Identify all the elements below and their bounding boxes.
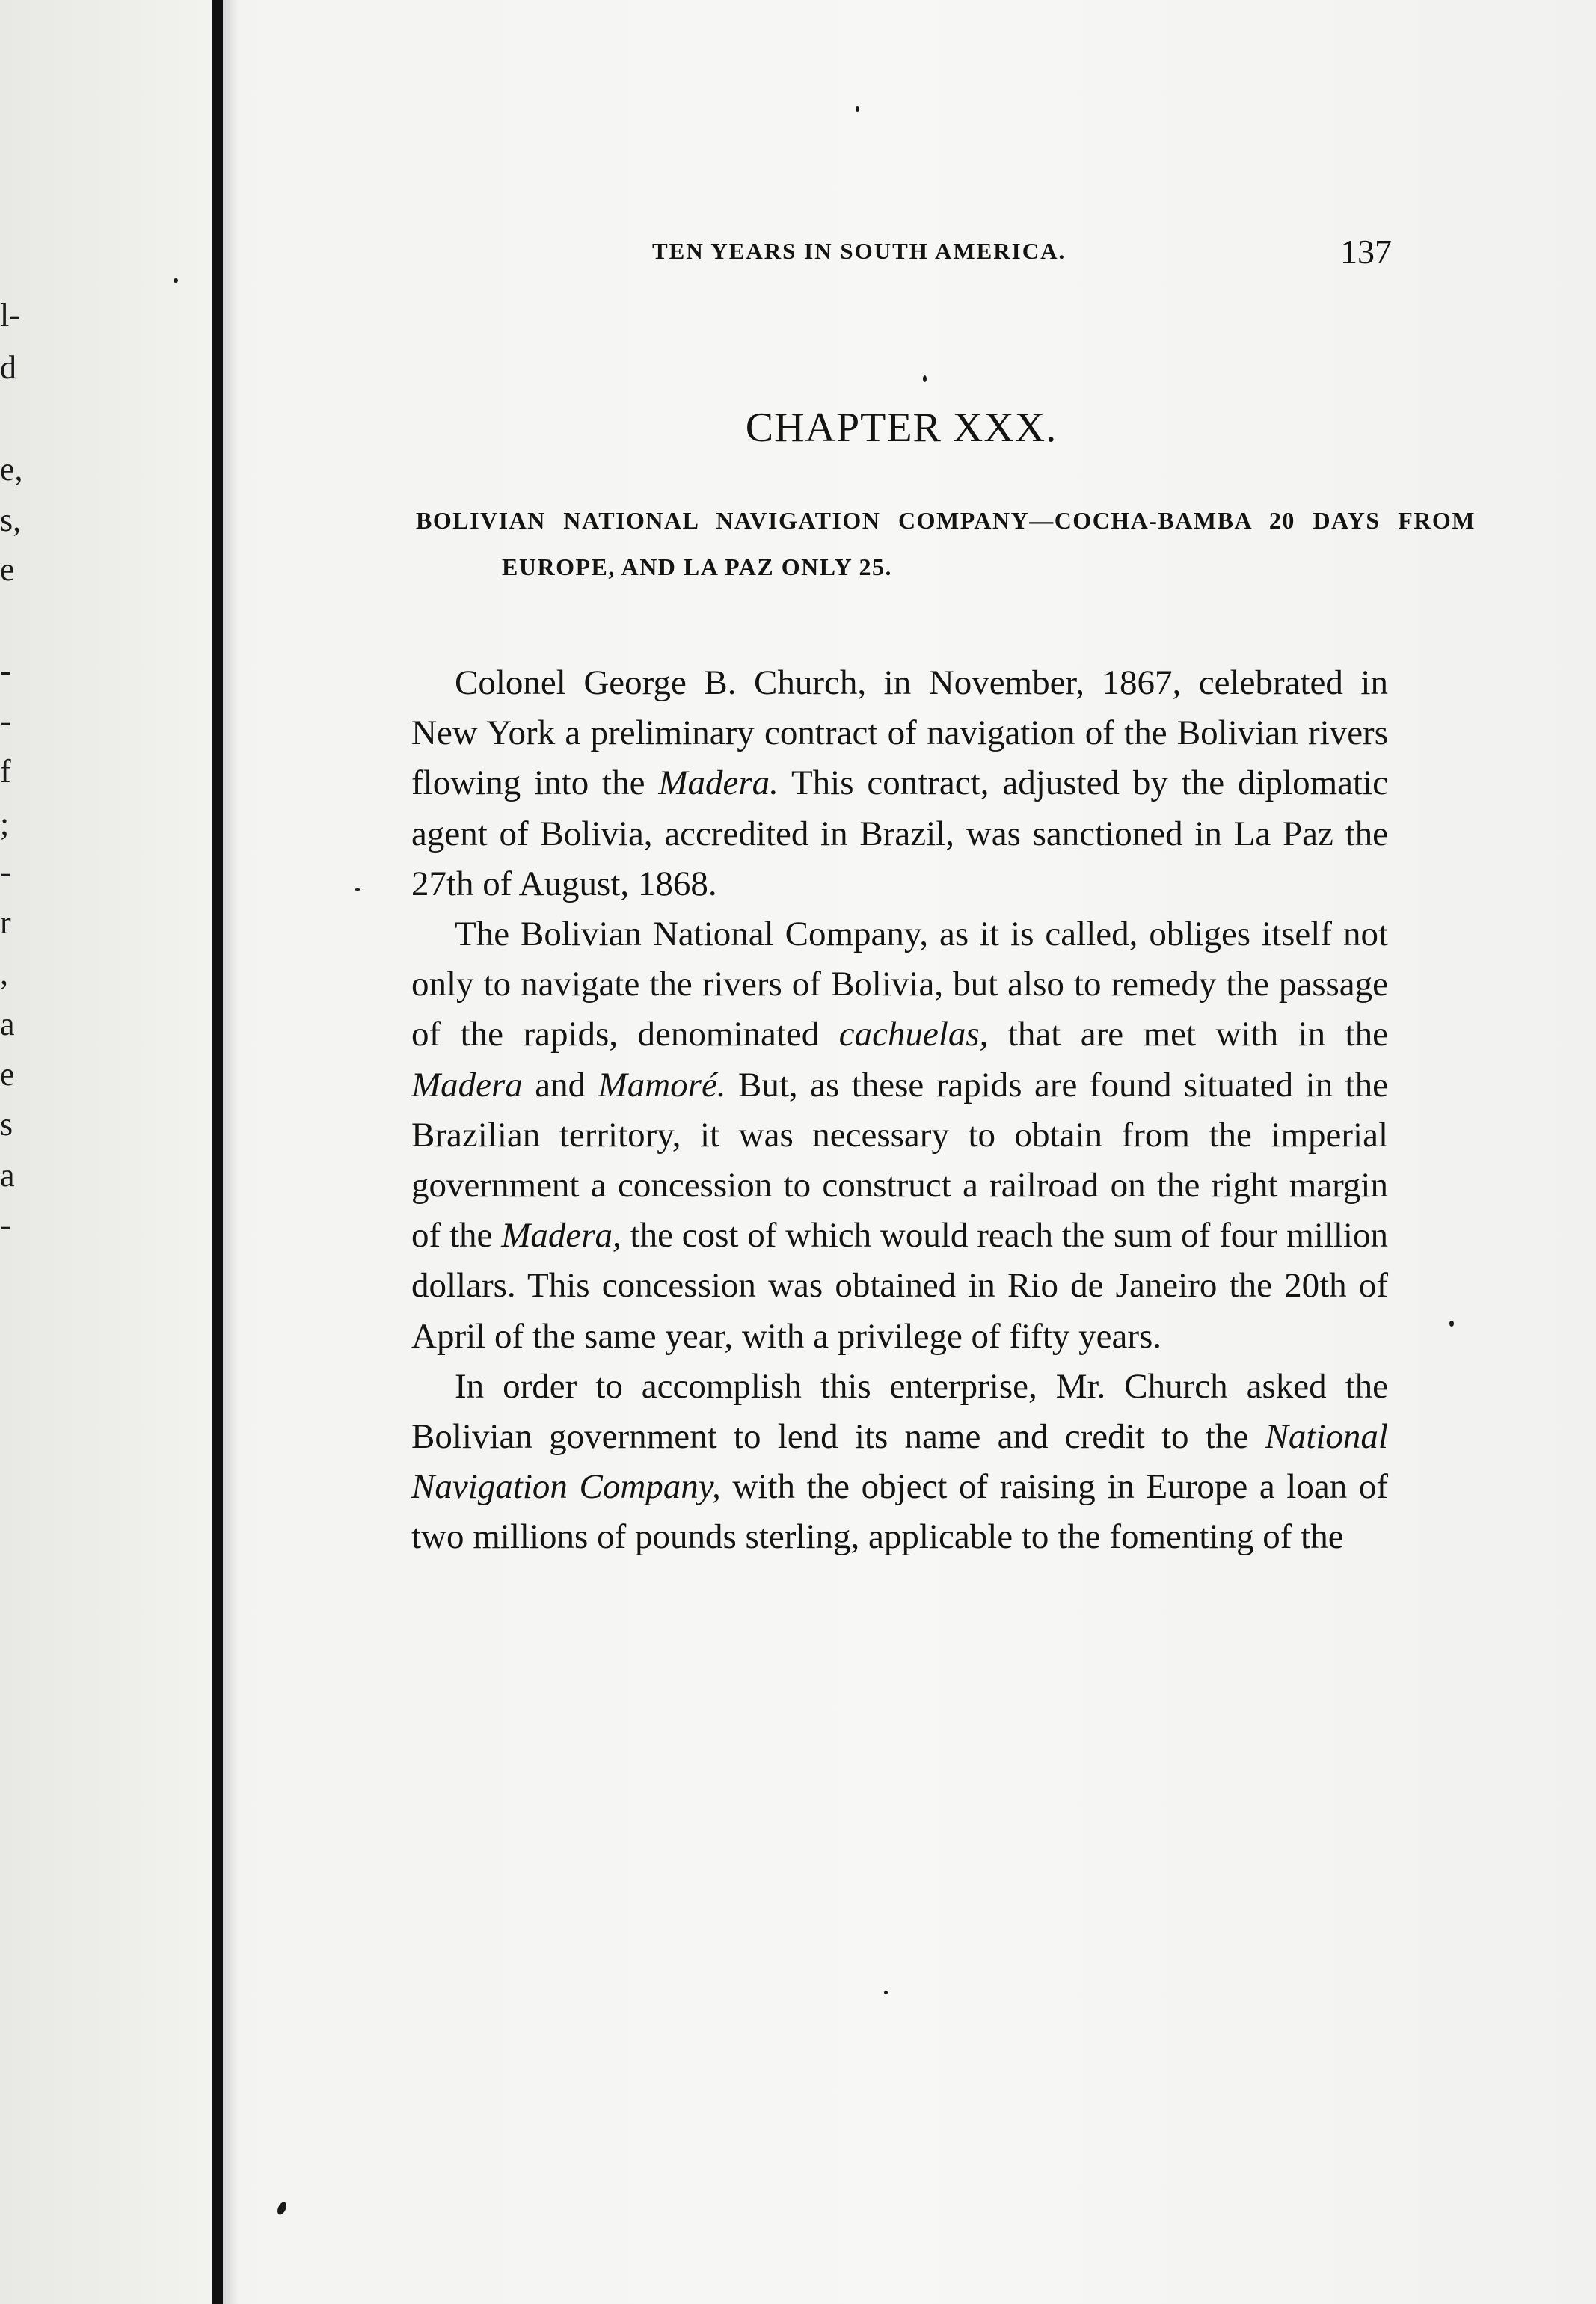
fragment: e, — [0, 451, 23, 488]
paragraph — [411, 909, 1388, 1362]
text-run: the cost of which would reach the sum of four million dollars. This concession was obtained in Rio de Janeiro the 20th of April of the same year, with a privilege of fifty years. — [411, 1216, 1388, 1356]
book-gutter — [212, 0, 223, 2304]
italic-term: Madera. — [658, 764, 779, 803]
fragment: - — [0, 703, 11, 740]
fragment: a — [0, 1006, 15, 1042]
fragment: f — [0, 753, 11, 790]
italic-term: Madera, — [501, 1216, 621, 1256]
fragment: s — [0, 1106, 13, 1143]
paragraph — [411, 658, 1388, 909]
text-run: that are met with in the — [988, 1015, 1388, 1054]
scan-speck — [884, 1991, 888, 1994]
scan-speck — [174, 278, 178, 283]
paragraph — [411, 1362, 1388, 1563]
fragment: , — [0, 955, 8, 992]
fragment: a — [0, 1157, 15, 1194]
scan-speck — [1449, 1321, 1454, 1327]
fragment: e — [0, 551, 15, 588]
previous-page-margin — [0, 0, 209, 2304]
italic-term: cachuelas, — [838, 1015, 989, 1054]
text-run: and — [522, 1065, 598, 1105]
fragment: ; — [0, 805, 10, 842]
fragment: - — [0, 652, 11, 689]
fragment: - — [0, 1207, 11, 1244]
running-head-title: TEN YEARS IN SOUTH AMERICA. — [652, 238, 1066, 264]
scan-speck — [923, 375, 927, 382]
fragment: d — [0, 349, 16, 386]
scan-speck — [355, 888, 360, 891]
gutter-shadow — [223, 0, 239, 2304]
chapter-summary: BOLIVIAN NATIONAL NAVIGATION COMPANY—COCHA-BAMBA 20 DAYS FROM EUROPE, AND LA PAZ ONLY 25. — [416, 507, 1476, 580]
fragment: - — [0, 854, 11, 891]
previous-page-text-fragments — [0, 0, 30, 2304]
italic-term: Mamoré. — [598, 1065, 726, 1105]
fragment: l- — [0, 297, 20, 334]
scan-speck — [856, 106, 859, 112]
text-run: The Bolivian National Company, as it is called, obliges itself not only to navigate the rivers of Bolivia, but also to remedy the passage of the rapids, denominated — [411, 915, 1388, 1054]
text-run: This contract, adjusted by the diplomatic agent of Bolivia, accredited in Brazil, was sanctioned in La Paz the 27th of August, 1868. — [411, 764, 1388, 903]
italic-term: National Navigation Company, — [411, 1417, 1388, 1507]
chapter-title: CHAPTER XXX. — [745, 405, 1058, 451]
text-run: with the object of raising in Europe a loan of two millions of pounds sterling, applicable to the fomenting of the — [411, 1467, 1388, 1557]
fragment: r — [0, 904, 11, 941]
running-head — [652, 233, 1400, 275]
italic-term: Madera — [411, 1065, 523, 1105]
page-number: 137 — [1340, 233, 1392, 271]
fragment: e — [0, 1056, 15, 1093]
text-run: But, as these rapids are found situated in the Brazilian territory, it was necessary to obtain from the imperial government a concession to construct a railroad on the right margin of the — [411, 1065, 1388, 1256]
text-run: Colonel George B. Church, in November, 1867, celebrated in New York a preliminary contract of navigation of the Bolivian rivers flowing into the — [411, 663, 1388, 803]
text-run: In order to accomplish this enterprise, Mr. Church asked the Bolivian government to lend its name and credit to the — [411, 1366, 1388, 1457]
body-text — [411, 658, 1388, 1563]
fragment: s, — [0, 502, 22, 538]
